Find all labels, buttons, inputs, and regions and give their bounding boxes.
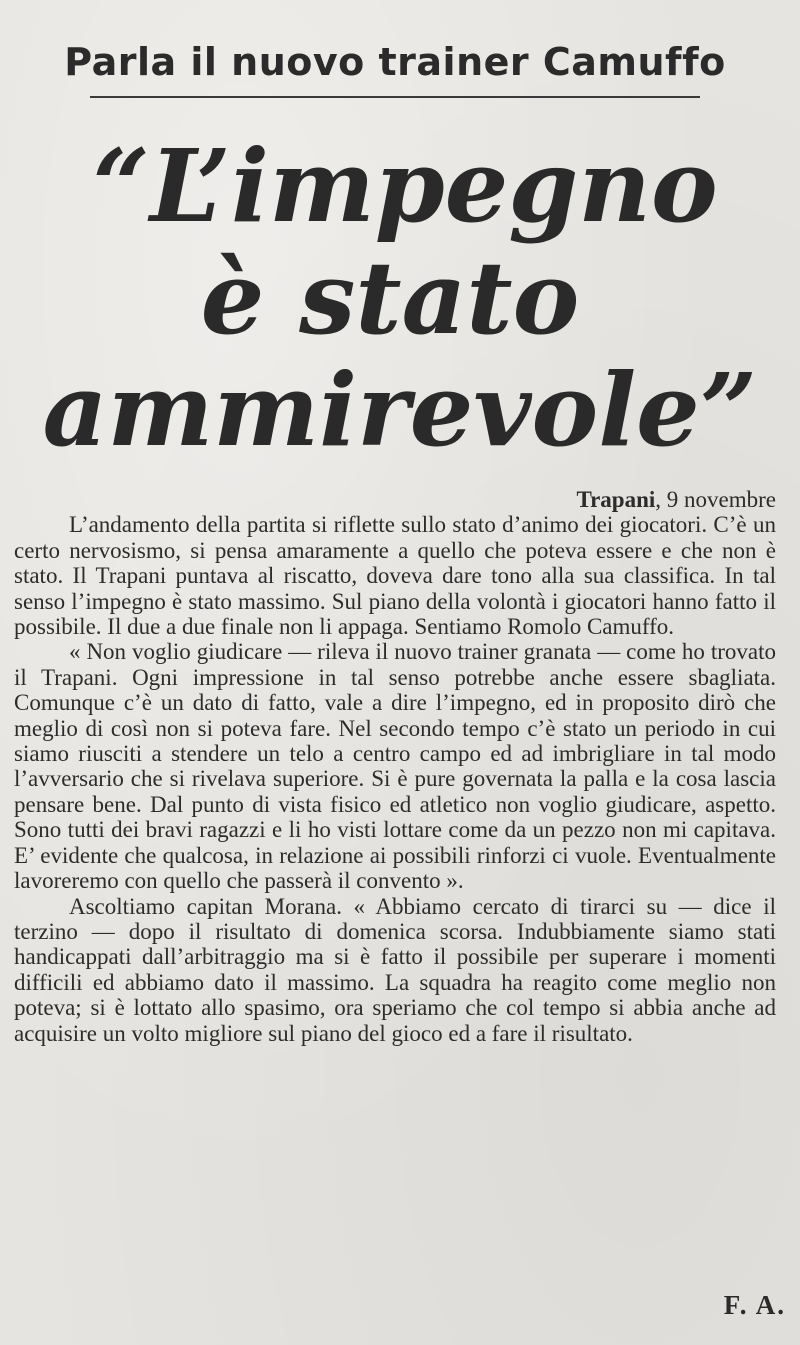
article-kicker: Parla il nuovo trainer Camuffo xyxy=(64,40,726,84)
dateline-place: Trapani xyxy=(576,487,656,512)
author-signature: F. A. xyxy=(723,1290,786,1320)
article-headline xyxy=(0,127,800,469)
headline-line-3: ammirevole” xyxy=(42,351,758,469)
paragraph-3: Ascoltiamo capitan Morana. « Abbiamo cercato di tirarci su — dice il terzino — dopo il risultato di domenica scorsa. Indubbiamente siamo stati handicappati dall’arbitraggio ma si è fatto il possibile per superare i momenti difficili ed abbiamo dato il massimo. La squadra ha reagito come meglio non poteva; si è lottato allo spasimo, ora speriamo che col tempo si abbia anche ad acquisire un volto migliore sul piano del gioco ed a fare il risultato. xyxy=(14,893,776,1046)
headline-line-2: è stato xyxy=(200,239,580,357)
dateline-date: , 9 novembre xyxy=(655,487,776,512)
paragraph-2: « Non voglio giudicare — rileva il nuovo trainer granata — come ho trovato il Trapani. Ogni impressione in tal senso potrebbe anche essere sbagliata. Comunque c’è un dato di fatto, vale a dire l’impegno, ed in proposito dirò che meglio di così non si poteva fare. Nel secondo tempo c’è stato un periodo in cui siamo riusciti a stendere un telo a centro campo ed ad imbrigliare in tal modo l’avversario che si rivelava superiore. Si è pure governata la palla e la cosa lascia pensare bene. Dal punto di vista fisico ed atletico non voglio giudicare, aspetto. Sono tutti dei bravi ragazzi e li ho visti lottare come da un pezzo non mi capitava. E’ evidente che qualcosa, in relazione ai possibili rinforzi ci vuole. Eventualmente lavoreremo con quello che passerà il convento ». xyxy=(14,639,776,894)
paragraph-1: L’andamento della partita si riflette sullo stato d’animo dei giocatori. C’è un certo nervosismo, si pensa amaramente a quello che poteva essere e che non è stato. Il Trapani puntava al riscatto, doveva dare tono alla sua classifica. In tal senso l’impegno è stato massimo. Sul piano della volontà i giocatori hanno fatto il possibile. Il due a due finale non li appaga. Sentiamo Romolo Camuffo. xyxy=(14,512,776,640)
dateline xyxy=(14,487,776,512)
kicker-underline xyxy=(90,96,700,98)
article-body xyxy=(14,487,776,1046)
headline-line-1: “L’impegno xyxy=(92,127,718,245)
